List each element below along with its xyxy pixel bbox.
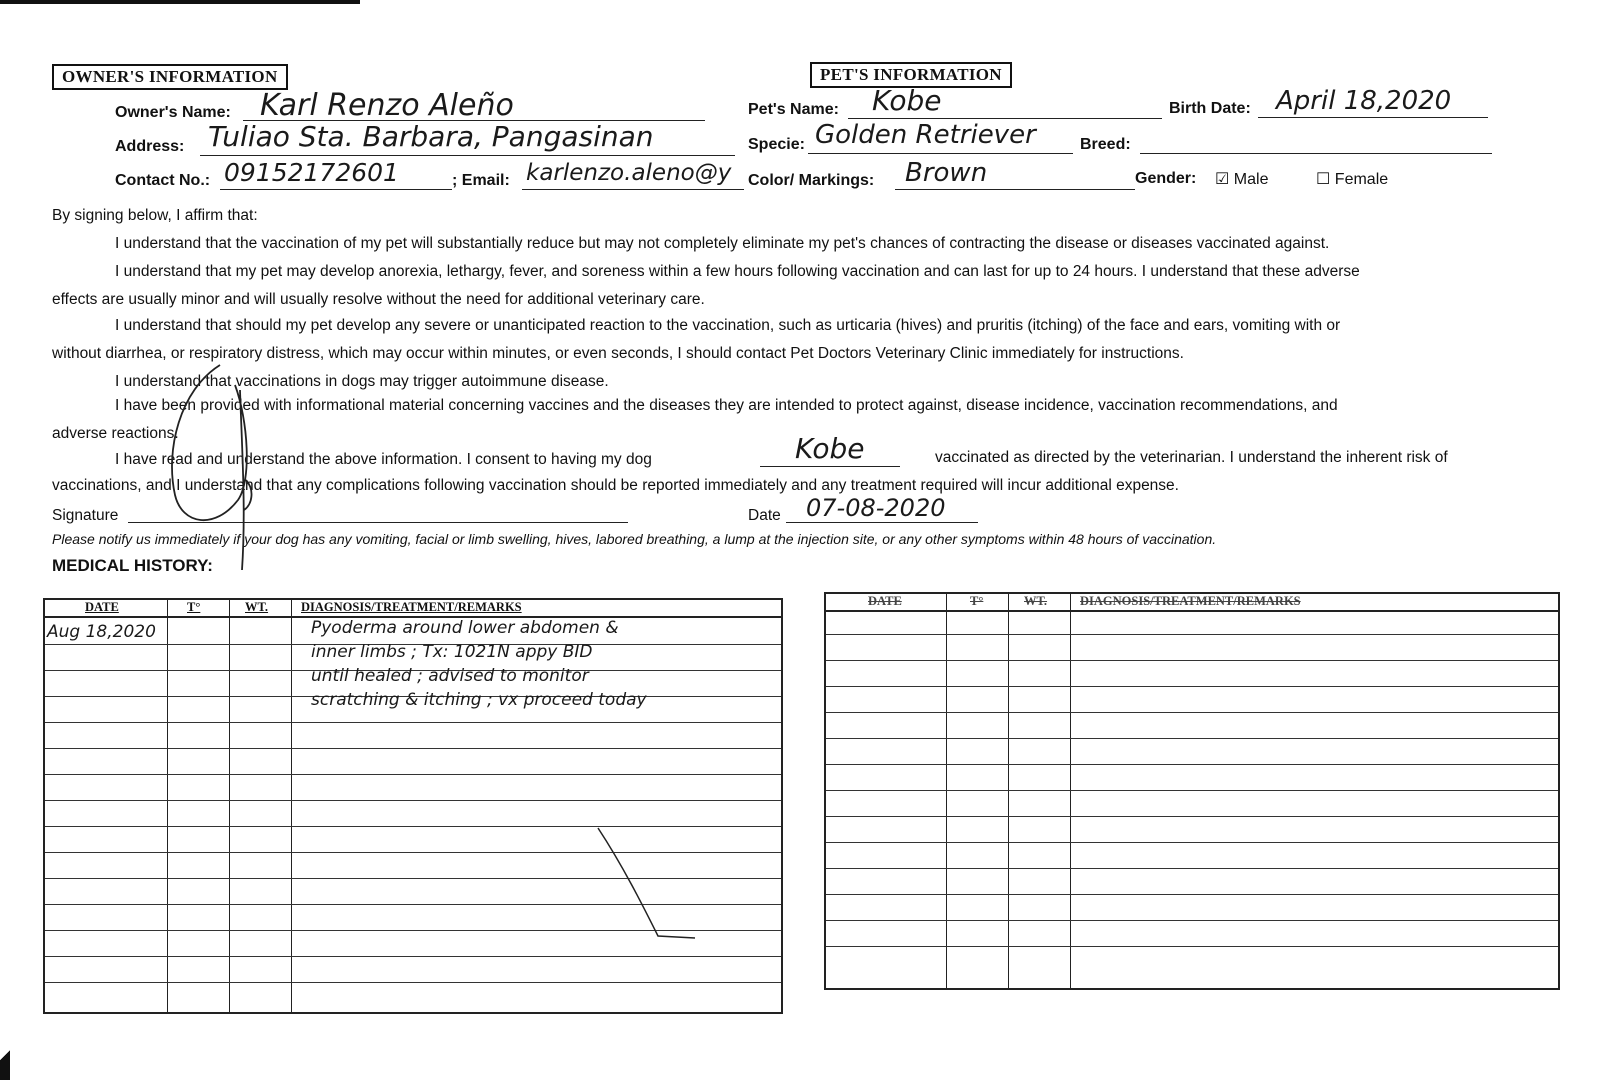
- pet-name-label: Pet's Name:: [748, 101, 839, 118]
- date-line: [786, 522, 978, 523]
- pet-section-header: PET'S INFORMATION: [810, 62, 1012, 88]
- col-divider: [1070, 594, 1071, 988]
- consent-paragraph-1: I understand that the vaccination of my pet will substantially reduce but may not completely eliminate my pet's chances of contracting the disease or diseases vaccinated against.: [115, 235, 1330, 252]
- col-divider: [1008, 594, 1009, 988]
- consent-paragraph-2b: effects are usually minor and will usually resolve without the need for additional veterinary care.: [52, 291, 705, 308]
- checkbox-empty-icon[interactable]: ☐: [1316, 171, 1331, 188]
- address-label: Address:: [115, 138, 185, 155]
- birth-date-label: Birth Date:: [1169, 100, 1251, 117]
- col-remarks-header: DIAGNOSIS/TREATMENT/REMARKS: [301, 600, 522, 614]
- row-line: [45, 748, 781, 749]
- consent-paragraph-6a-pre: I have read and understand the above information. I consent to having my dog: [115, 451, 652, 468]
- entry-remarks-line-4[interactable]: scratching & itching ; vx proceed today: [311, 690, 647, 710]
- specie-value[interactable]: Golden Retriever: [815, 120, 1036, 150]
- owner-name-label: Owner's Name:: [115, 104, 231, 121]
- col-divider: [291, 600, 292, 1012]
- col-divider: [229, 600, 230, 1012]
- row-line: [826, 842, 1558, 843]
- scan-corner-mark: [0, 1040, 10, 1080]
- scan-top-edge: [0, 0, 360, 4]
- pet-name-value[interactable]: Kobe: [872, 84, 942, 117]
- specie-label: Specie:: [748, 136, 805, 153]
- row-line: [826, 712, 1558, 713]
- col-divider: [167, 600, 168, 1012]
- contact-value[interactable]: 09152172601: [224, 158, 399, 187]
- color-markings-line: [895, 189, 1135, 190]
- row-line: [45, 722, 781, 723]
- row-line: [45, 774, 781, 775]
- date-value[interactable]: 07-08-2020: [806, 494, 946, 522]
- row-line: [826, 634, 1558, 635]
- gender-male-option[interactable]: [1215, 169, 1268, 189]
- consent-intro: By signing below, I affirm that:: [52, 207, 258, 224]
- col-temp-header: T°: [187, 600, 201, 614]
- row-line: [45, 982, 781, 983]
- gender-female-option[interactable]: [1316, 169, 1388, 189]
- signature-stroke: [172, 365, 252, 570]
- gender-male-label: Male: [1233, 171, 1269, 188]
- color-markings-label: Color/ Markings:: [748, 172, 875, 189]
- entry-date[interactable]: Aug 18,2020: [47, 622, 156, 642]
- birth-date-line: [1258, 117, 1488, 118]
- row-line: [826, 894, 1558, 895]
- consent-paragraph-5a: I have been provided with informational material concerning vaccines and the diseases they are intended to protect against, disease incidence, vaccination recommendations, and: [115, 397, 1338, 414]
- birth-date-value[interactable]: April 18,2020: [1276, 86, 1452, 116]
- gender-female-label: Female: [1334, 171, 1389, 188]
- email-value[interactable]: karlenzo.aleno@y: [526, 160, 732, 186]
- consent-paragraph-6a-post: vaccinated as directed by the veterinarian. I understand the inherent risk of: [935, 449, 1448, 466]
- row-line: [826, 660, 1558, 661]
- col-temp-header: T°: [970, 594, 984, 608]
- address-line: [200, 155, 735, 156]
- gender-label: Gender:: [1135, 170, 1197, 187]
- consent-paragraph-2a: I understand that my pet may develop anorexia, lethargy, fever, and soreness within a few hours following vaccination and can last for up to 24 hours. I understand that these adverse: [115, 263, 1360, 280]
- col-weight-header: WT.: [1024, 594, 1048, 608]
- entry-remarks-line-1[interactable]: Pyoderma around lower abdomen &: [311, 618, 619, 638]
- row-line: [826, 868, 1558, 869]
- table-header-right: [826, 594, 1558, 612]
- consent-paragraph-4: I understand that vaccinations in dogs may trigger autoimmune disease.: [115, 373, 609, 390]
- table-header-left: [45, 600, 781, 618]
- strike-path: [598, 828, 695, 938]
- post-vaccination-notice: Please notify us immediately if your dog has any vomiting, facial or limb swelling, hives, labored breathing, a lump at the injection site, or any other symptoms within 48 hours of vaccination.: [52, 531, 1217, 547]
- row-line: [826, 920, 1558, 921]
- email-line: [522, 189, 744, 190]
- consent-paragraph-6b: vaccinations, and I understand that any complications following vaccination should be reported immediately and any treatment required will incur additional expense.: [52, 477, 1179, 494]
- dog-name-value[interactable]: Kobe: [795, 432, 865, 465]
- col-divider: [946, 594, 947, 988]
- specie-line: [808, 153, 1073, 154]
- entry-remarks-line-2[interactable]: inner limbs ; Tx: 1021N appy BID: [311, 642, 593, 662]
- medical-history-table-left: [43, 598, 783, 1014]
- medical-history-title: MEDICAL HISTORY:: [52, 556, 213, 575]
- row-line: [826, 738, 1558, 739]
- signature-label: Signature: [52, 507, 119, 524]
- consent-paragraph-3b: without diarrhea, or respiratory distress, which may occur within minutes, or even seconds, I should contact Pet Doctors Veterinary Clinic immediately for instructions.: [52, 345, 1184, 362]
- contact-label: Contact No.:: [115, 172, 211, 189]
- col-remarks-header: DIAGNOSIS/TREATMENT/REMARKS: [1080, 594, 1301, 608]
- dog-name-line: [760, 466, 900, 467]
- row-line: [826, 764, 1558, 765]
- col-date-header: DATE: [868, 594, 902, 608]
- row-line: [826, 790, 1558, 791]
- row-line: [45, 800, 781, 801]
- checkbox-checked-icon[interactable]: ☑: [1215, 171, 1230, 188]
- row-line: [826, 686, 1558, 687]
- medical-history-table-right: [824, 592, 1560, 990]
- breed-label: Breed:: [1080, 136, 1131, 153]
- owner-section-header: OWNER'S INFORMATION: [52, 64, 288, 90]
- col-date-header: DATE: [85, 600, 119, 614]
- row-line: [45, 956, 781, 957]
- breed-line: [1140, 153, 1492, 154]
- strike-stroke: [593, 826, 713, 946]
- email-label: ; Email:: [452, 172, 510, 189]
- pet-name-line: [848, 118, 1162, 119]
- address-value[interactable]: Tuliao Sta. Barbara, Pangasinan: [208, 120, 654, 153]
- date-label: Date: [748, 507, 781, 524]
- row-line: [826, 816, 1558, 817]
- owner-name-value[interactable]: Karl Renzo Aleño: [260, 88, 514, 123]
- consent-paragraph-3a: I understand that should my pet develop any severe or unanticipated reaction to the vaccination, such as urticaria (hives) and pruritis (itching) of the face and ears, vomiting with or: [115, 317, 1341, 334]
- row-line: [826, 946, 1558, 947]
- color-markings-value[interactable]: Brown: [905, 158, 988, 188]
- consent-paragraph-5b: adverse reactions.: [52, 425, 179, 442]
- signature-scribble: [160, 360, 270, 575]
- contact-line: [220, 189, 452, 190]
- col-weight-header: WT.: [245, 600, 269, 614]
- entry-remarks-line-3[interactable]: until healed ; advised to monitor: [311, 666, 589, 686]
